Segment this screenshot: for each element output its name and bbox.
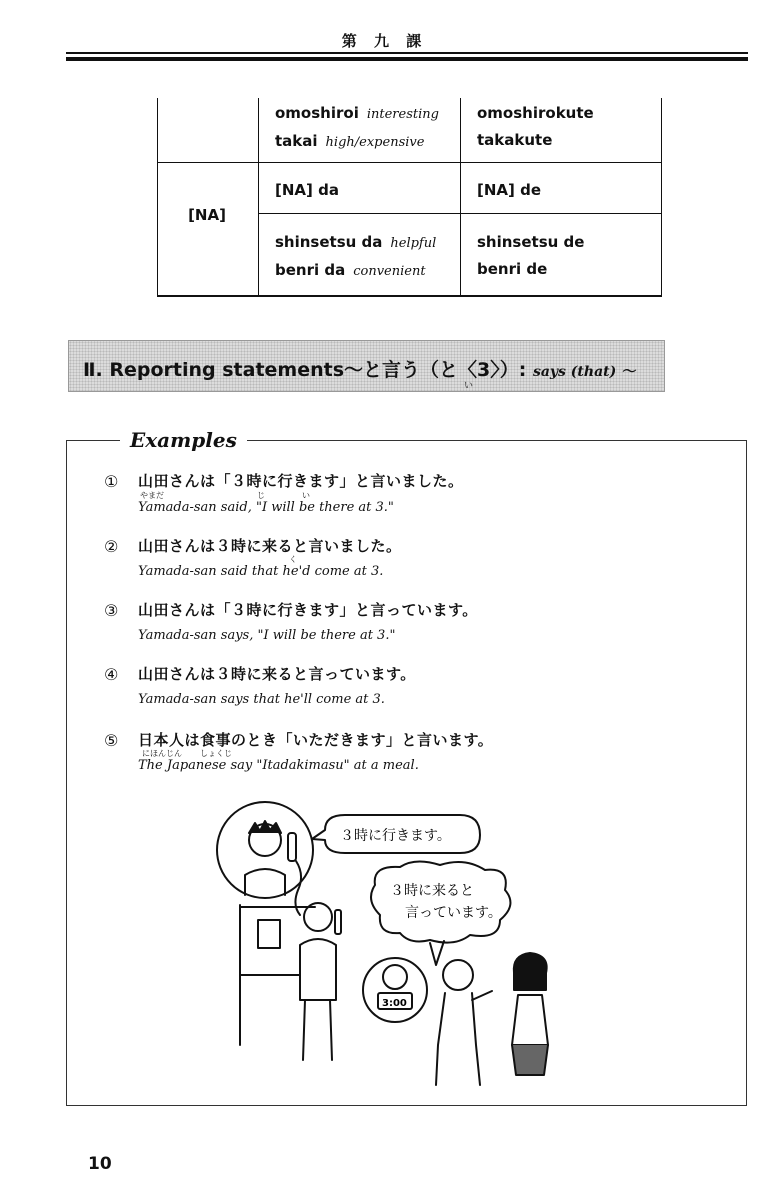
- phone-handset-icon: [288, 833, 296, 861]
- furigana: にほんじん: [142, 749, 182, 758]
- table-word: benri de: [477, 260, 548, 278]
- table-cell: [477, 177, 541, 204]
- table-divider-1: [258, 98, 259, 295]
- man-legs: [303, 1000, 332, 1060]
- furigana: じ: [257, 491, 265, 500]
- listener-head: [443, 960, 473, 990]
- section-heading-gloss: says (that) ～: [532, 364, 636, 380]
- table-left-border: [157, 98, 158, 295]
- header-rule-thick: [66, 57, 748, 61]
- furigana: やまだ: [140, 491, 164, 500]
- pay-phone-icon: [258, 920, 280, 948]
- table-word: [NA] da: [275, 181, 339, 199]
- example-number: ③: [104, 601, 119, 620]
- table-word: takai: [275, 132, 318, 150]
- listener-arm: [472, 991, 492, 1000]
- bubble-2-line-2: 言っています。: [405, 905, 502, 921]
- table-row-line: [157, 162, 662, 163]
- section-heading-text: Ⅱ. Reporting statements～と言う（と〈3〉）:: [83, 359, 533, 381]
- table-word: benri da: [275, 261, 346, 279]
- table-cell: [275, 100, 439, 156]
- caller-hair: [249, 821, 281, 833]
- furigana: い: [302, 491, 310, 500]
- table-word: omoshirokute: [477, 104, 594, 122]
- woman-body: [512, 995, 548, 1045]
- section-heading-bar: [68, 340, 665, 392]
- table-word: shinsetsu de: [477, 233, 585, 251]
- example-japanese: 山田さんは「３時に行きます」と言いました。: [138, 472, 464, 490]
- woman-hair: [514, 953, 547, 990]
- table-gloss: helpful: [390, 236, 437, 251]
- page-number: 10: [88, 1154, 112, 1174]
- example-english: Yamada-san said, "I will be there at 3.": [138, 500, 394, 515]
- section-furigana: い: [464, 381, 474, 391]
- table-gloss: interesting: [366, 107, 439, 122]
- example-japanese: 山田さんは「３時に行きます」と言っています。: [138, 601, 478, 619]
- small-head: [383, 965, 407, 989]
- man-body: [300, 939, 336, 1000]
- table-word: omoshiroi: [275, 104, 359, 122]
- table-cell: [275, 177, 339, 204]
- furigana: く: [289, 555, 297, 564]
- handset-icon: [335, 910, 341, 934]
- table-gloss: convenient: [353, 264, 426, 279]
- example-number: ②: [104, 537, 119, 556]
- example-english: Yamada-san says that he'll come at 3.: [138, 692, 385, 707]
- conjugation-table: [157, 98, 662, 297]
- example-number: ④: [104, 665, 119, 684]
- na-label: [NA]: [188, 206, 226, 224]
- example-japanese: 日本人は食事のとき「いただきます」と言います。: [138, 731, 494, 749]
- table-cell: [477, 229, 584, 283]
- bubble-tail: [430, 941, 444, 965]
- header-rule: [66, 52, 748, 54]
- table-cell: [477, 100, 594, 154]
- example-number: ①: [104, 472, 119, 491]
- example-english: Yamada-san said that he'd come at 3.: [138, 564, 384, 579]
- example-english: Yamada-san says, "I will be there at 3.": [138, 628, 396, 643]
- examples-title: Examples: [120, 428, 247, 452]
- thought-bubble: [371, 861, 510, 942]
- example-english: The Japanese say "Itadakimasu" at a meal.: [138, 758, 419, 773]
- example-number: ⑤: [104, 731, 119, 750]
- thought-circle: [217, 802, 313, 898]
- man-head: [304, 903, 332, 931]
- table-gloss: high/expensive: [325, 135, 425, 150]
- furigana: しょくじ: [200, 749, 232, 758]
- example-japanese: 山田さんは３時に来ると言っています。: [138, 665, 416, 683]
- section-heading: [83, 355, 635, 382]
- chapter-title: 第 九 課: [341, 32, 428, 50]
- bubble-1-text: ３時に行きます。: [340, 828, 451, 844]
- clock-time: 3:00: [382, 998, 407, 1009]
- listener-body: [436, 993, 480, 1085]
- example-japanese: 山田さんは３時に来ると言いました。: [138, 537, 402, 555]
- table-divider-2: [460, 98, 461, 295]
- caller-body: [245, 869, 285, 895]
- table-word: shinsetsu da: [275, 233, 383, 251]
- bubble-2-line-1: ３時に来ると: [390, 883, 474, 899]
- table-right-border: [661, 98, 662, 295]
- table-cell: [275, 229, 436, 285]
- woman-skirt: [512, 1045, 548, 1075]
- table-word: [NA] de: [477, 181, 542, 199]
- table-row-line: [258, 213, 662, 214]
- illustration: [200, 795, 600, 1095]
- table-word: takakute: [477, 131, 553, 149]
